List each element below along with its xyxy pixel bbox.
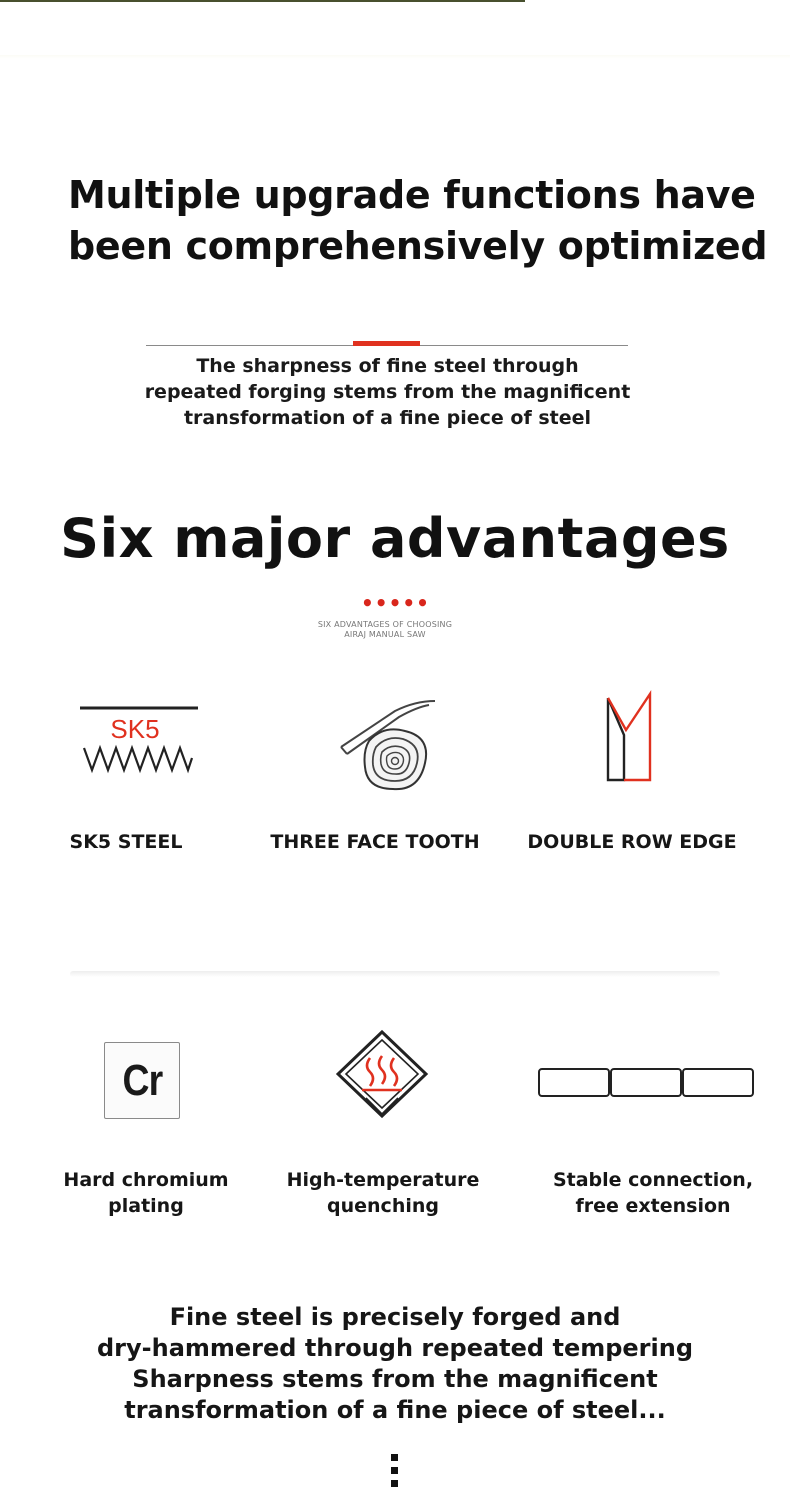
headline-line: Multiple upgrade functions have: [68, 173, 756, 217]
advantages-title: Six major advantages: [60, 507, 730, 570]
feature-label-line: Stable connection,: [552, 1169, 754, 1191]
feature-label-three-face-tooth: THREE FACE TOOTH: [270, 831, 480, 853]
double-row-edge-icon: [600, 690, 660, 786]
subtext: [95, 353, 680, 431]
subtext-line: transformation of a fine piece of steel: [183, 407, 592, 429]
top-divider: [0, 55, 790, 59]
quenching-icon: [336, 1028, 432, 1120]
closing-line: Fine steel is precisely forged and: [169, 1303, 621, 1331]
feature-label-double-row-edge: DOUBLE ROW EDGE: [527, 831, 737, 853]
sk5-icon-text: SK5: [110, 714, 160, 744]
section-separator: [70, 971, 720, 977]
feature-label-line: quenching: [327, 1195, 439, 1217]
divider-accent: [353, 341, 420, 346]
top-edge-bar: [0, 0, 525, 2]
feature-label-chromium-plating: [50, 1167, 242, 1219]
small-caption: [280, 620, 490, 640]
headline-line: been comprehensively optimized: [68, 224, 768, 268]
subtext-line: The sharpness of fine steel through: [196, 355, 579, 377]
closing-line: Sharpness stems from the magnificent: [132, 1365, 658, 1393]
closing-line: transformation of a fine piece of steel...: [124, 1396, 666, 1424]
three-face-tooth-icon: [333, 697, 443, 797]
chromium-icon-text: Cr: [122, 1055, 162, 1105]
sk5-steel-icon: [78, 700, 200, 780]
feature-label-line: plating: [108, 1195, 184, 1217]
extension-segments-icon: [537, 1066, 757, 1100]
feature-label-sk5-steel: SK5 STEEL: [69, 831, 183, 853]
closing-text: [60, 1302, 730, 1426]
feature-label-quenching: [276, 1167, 490, 1219]
feature-label-extension: [540, 1167, 766, 1219]
feature-label-line: High-temperature: [286, 1169, 480, 1191]
subtext-line: repeated forging stems from the magnificent: [144, 381, 631, 403]
decor-dots: •••••: [361, 591, 430, 615]
feature-label-line: Hard chromium: [63, 1169, 229, 1191]
more-indicator-icon: [386, 1452, 404, 1490]
feature-label-line: free extension: [575, 1195, 731, 1217]
vertical-dots-icon: [386, 1452, 404, 1490]
chromium-plating-icon: [104, 1042, 180, 1119]
closing-line: dry-hammered through repeated tempering: [96, 1334, 694, 1362]
small-caption-line: AIRAJ MANUAL SAW: [344, 630, 426, 639]
headline: [68, 170, 768, 272]
small-caption-line: SIX ADVANTAGES OF CHOOSING: [317, 620, 453, 629]
